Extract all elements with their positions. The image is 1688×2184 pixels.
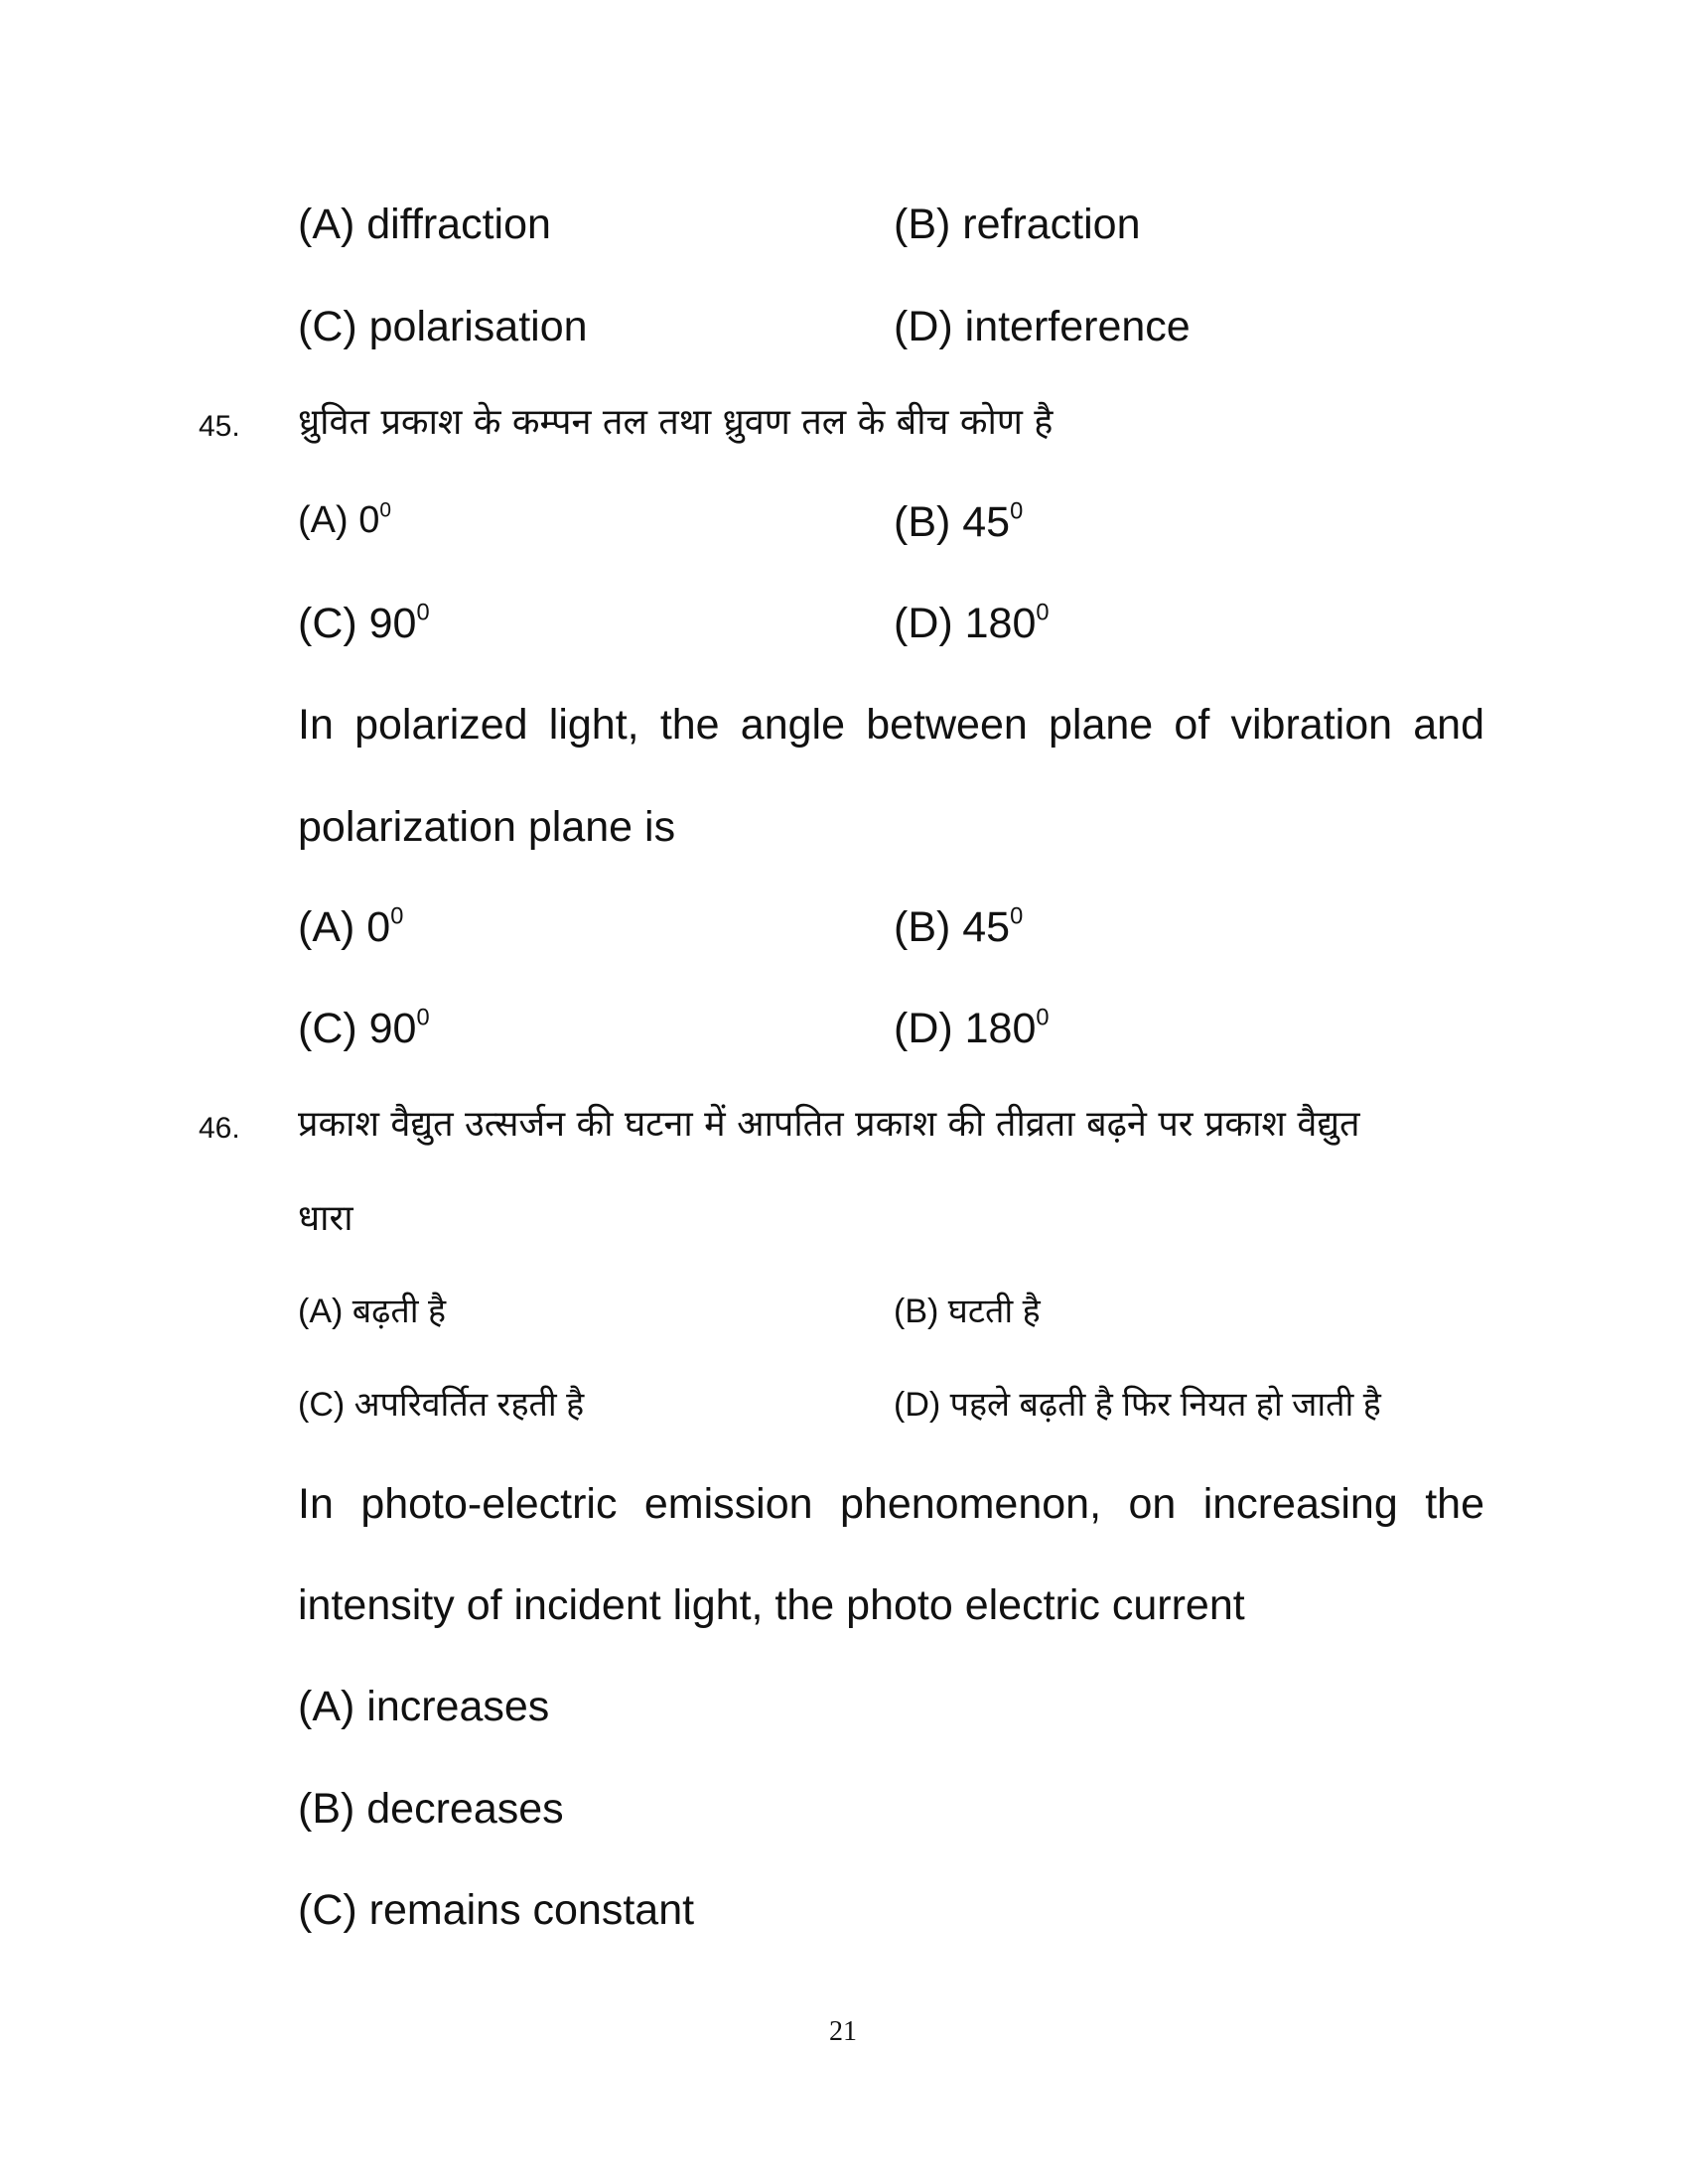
question-number-45: 45. — [199, 410, 240, 443]
q45-hi-option-c — [298, 600, 430, 647]
degree-sup: 0 — [390, 903, 404, 930]
q45-hi-option-b-label: (B) 45 — [894, 498, 1011, 546]
q46-en-option-a: (A) increases — [298, 1683, 550, 1730]
q46-english-text-line1: In photo-electric emission phenomenon, on increasing the — [298, 1480, 1484, 1528]
degree-sup: 0 — [1036, 600, 1050, 626]
q46-hindi-text-line1: प्रकाश वैद्युत उत्सर्जन की घटना में आपतित प्रकाश की तीव्रता बढ़ने पर प्रकाश वैद्युत — [298, 1104, 1360, 1145]
q45-hi-option-d — [894, 600, 1050, 647]
q46-hi-option-d: (D) पहले बढ़ती है फिर नियत हो जाती है — [894, 1386, 1381, 1424]
degree-sup: 0 — [1036, 1005, 1050, 1031]
q45-en-option-a-label: (A) 0 — [298, 903, 391, 951]
q45-english-text-line1: In polarized light, the angle between plane of vibration and — [298, 701, 1484, 749]
option-d-interference: (D) interference — [894, 303, 1191, 350]
q46-hi-option-a: (A) बढ़ती है — [298, 1293, 447, 1330]
q46-hi-option-c: (C) अपरिवर्तित रहती है — [298, 1386, 585, 1424]
degree-sup: 0 — [416, 600, 430, 626]
q45-hi-option-d-label: (D) 180 — [894, 600, 1037, 647]
option-c-polarisation: (C) polarisation — [298, 303, 588, 350]
q45-en-option-d-label: (D) 180 — [894, 1005, 1037, 1052]
q45-hi-option-c-label: (C) 90 — [298, 600, 417, 647]
q45-hi-option-a-label: (A) 0 — [298, 499, 380, 541]
q45-hi-option-a — [298, 498, 391, 541]
q45-hi-option-b — [894, 498, 1024, 546]
q45-en-option-c — [298, 1005, 430, 1052]
q45-en-option-c-label: (C) 90 — [298, 1005, 417, 1052]
degree-sup: 0 — [379, 498, 391, 522]
page-number: 21 — [829, 2016, 857, 2047]
q45-en-option-d — [894, 1005, 1050, 1052]
q46-en-option-b: (B) decreases — [298, 1785, 564, 1833]
degree-sup: 0 — [416, 1005, 430, 1031]
q45-hindi-text: ध्रुवित प्रकाश के कम्पन तल तथा ध्रुवण तल के बीच कोण है — [298, 402, 1054, 443]
q46-hindi-text-line2: धारा — [298, 1198, 353, 1239]
q46-english-text-line2: intensity of incident light, the photo electric current — [298, 1581, 1245, 1629]
degree-sup: 0 — [1010, 903, 1024, 930]
option-a-diffraction: (A) diffraction — [298, 201, 551, 248]
q46-en-option-c: (C) remains constant — [298, 1886, 695, 1934]
q45-en-option-a — [298, 903, 404, 951]
degree-sup: 0 — [1010, 498, 1024, 525]
option-b-refraction: (B) refraction — [894, 201, 1141, 248]
q45-en-option-b — [894, 903, 1024, 951]
q46-hi-option-b: (B) घटती है — [894, 1293, 1041, 1330]
q45-english-text-line2: polarization plane is — [298, 803, 676, 851]
question-number-46: 46. — [199, 1112, 240, 1145]
q45-en-option-b-label: (B) 45 — [894, 903, 1011, 951]
